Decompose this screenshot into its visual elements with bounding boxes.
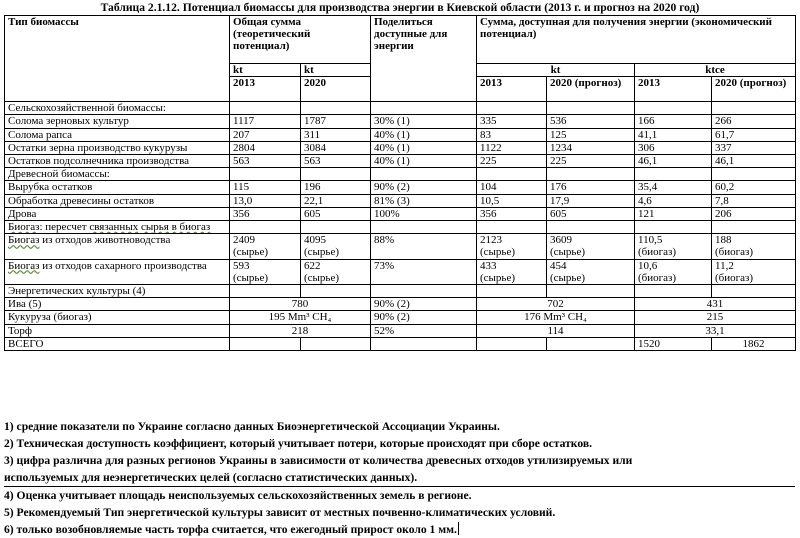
biomass-type-cell: Остатков подсолнечника производства [5,155,230,168]
ktce-2020-cell: 46,1 [712,155,796,168]
biomass-type-cell: Дрова [5,207,230,220]
table-row [5,311,796,324]
table-row [5,115,796,128]
ktce-2013-cell: 41,1 [635,128,712,141]
share-cell: 30% (1) [371,115,477,128]
empty-cell [301,102,371,115]
share-cell: 90% (2) [371,181,477,194]
section-energy: Энергетических культуры (4) [5,285,230,298]
total-row [5,337,796,350]
share-cell: 40% (1) [371,141,477,154]
ktce-2020-cell: 337 [712,141,796,154]
biomass-type-cell: Вырубка остатков [5,181,230,194]
table-row [5,194,796,207]
biomass-type-cell: Биогаз из отходов сахарного производства [5,259,230,284]
empty-cell [230,221,301,234]
header-available-kt: kt [477,64,635,77]
empty-cell [635,285,712,298]
ktce-cell: 431 [635,298,796,311]
footnote: 3) цифра различна для разных регионов Украины в зависимости от количества древесных отходов утилизируемых или [4,454,633,467]
header-share: Поделиться доступные для энергии [371,16,477,102]
total-2020-cell: 605 [301,207,371,220]
total-2020-cell: 563 [301,155,371,168]
empty-cell [301,168,371,181]
biomass-type-cell: Солома зерновых культур [5,115,230,128]
share-cell: 40% (1) [371,128,477,141]
empty-cell [230,102,301,115]
empty-cell [547,221,635,234]
empty-cell [547,168,635,181]
table-row [5,324,796,337]
table-row [5,141,796,154]
empty-cell [547,337,635,350]
biomass-type-cell: Торф [5,324,230,337]
header-available: Сумма, доступная для получения энергии (экономический потенциал) [477,16,796,64]
ktce-2020-cell: 11,2 (биогаз) [712,259,796,284]
total-2013-cell: 1117 [230,115,301,128]
footnotes [4,418,795,538]
kt-2013-cell: 1122 [477,141,547,154]
total-2013-cell: 563 [230,155,301,168]
empty-cell [371,102,477,115]
header-total: Общая сумма (теоретический потенциал) [230,16,371,64]
ktce-2013-cell: 10,6 (биогаз) [635,259,712,284]
footnote: 5) Рекомендуемый Тип энергетической культуры зависит от местных почвенно-климатических условий. [4,506,556,519]
total-cell: 195 Mm³ CH₄ [230,311,371,324]
section-row [5,168,796,181]
ktce-2020-cell: 188 (биогаз) [712,234,796,259]
empty-cell [301,337,371,350]
header-biomass-type: Тип биомассы [5,16,230,102]
kt-cell: 114 [477,324,635,337]
header-total-2013: 2013 [230,77,301,102]
total-2020-cell: 4095 (сырье) [301,234,371,259]
kt-2020-cell: 454 (сырье) [547,259,635,284]
section-biogas: Биогаз: пересчет связанных сырья в биогаз [5,221,230,234]
total-label-cell: ВСЕГО [5,337,230,350]
ktce-2013-cell: 166 [635,115,712,128]
ktce-2013-cell: 121 [635,207,712,220]
kt-2013-cell: 2123 (сырье) [477,234,547,259]
header-total-kt20: kt [301,64,371,77]
empty-cell [547,285,635,298]
biomass-type-cell: Остатки зерна производство кукурузы [5,141,230,154]
header-available-ktce: ktce [635,64,796,77]
biomass-type-cell: Биогаз из отходов животноводства [5,234,230,259]
kt-2020-cell: 605 [547,207,635,220]
table-row [5,128,796,141]
empty-cell [712,168,796,181]
empty-cell [712,285,796,298]
kt-2013-cell: 83 [477,128,547,141]
empty-cell [712,102,796,115]
share-cell: 100% [371,207,477,220]
empty-cell [477,168,547,181]
ktce-2020-cell: 266 [712,115,796,128]
total-2020-cell: 1787 [301,115,371,128]
kt-cell: 176 Mm³ CH₄ [477,311,635,324]
empty-cell [230,168,301,181]
section-row [5,221,796,234]
footnote: используемых для неэнергетических целей (согласно статистических данных). [4,469,795,487]
kt-cell: 702 [477,298,635,311]
kt-2020-cell: 176 [547,181,635,194]
header-total-kt13: kt [230,64,301,77]
text-cursor [458,522,459,535]
kt-2020-cell: 225 [547,155,635,168]
table-title: Таблица 2.1.12. Потенциал биомассы для производства энергии в Киевской области (2013 г. и прогноз на 2020 год) [100,1,700,14]
total-2013-cell: 13,0 [230,194,301,207]
biomass-type-cell: Солома рапса [5,128,230,141]
header-total-2020: 2020 [301,77,371,102]
ktce-2013-cell: 46,1 [635,155,712,168]
empty-cell [371,337,477,350]
kt-2013-cell: 10,5 [477,194,547,207]
share-cell: 90% (2) [371,311,477,324]
total-2013-cell: 2804 [230,141,301,154]
share-cell: 90% (2) [371,298,477,311]
total-2020-cell: 22,1 [301,194,371,207]
ktce-2020-cell: 7,8 [712,194,796,207]
total-ktce-2013-cell: 1520 [635,337,712,350]
empty-cell [230,285,301,298]
total-2013-cell: 593 (сырье) [230,259,301,284]
empty-cell [301,221,371,234]
kt-2013-cell: 225 [477,155,547,168]
empty-cell [371,285,477,298]
header-kt-2013: 2013 [477,77,547,102]
empty-cell [635,221,712,234]
ktce-2013-cell: 4,6 [635,194,712,207]
section-agri: Сельскохозяйственной биомассы: [5,102,230,115]
share-cell: 40% (1) [371,155,477,168]
kt-2013-cell: 433 (сырье) [477,259,547,284]
total-2013-cell: 356 [230,207,301,220]
table-row [5,207,796,220]
section-wood: Древесной биомассы: [5,168,230,181]
kt-2020-cell: 536 [547,115,635,128]
empty-cell [712,221,796,234]
share-cell: 81% (3) [371,194,477,207]
ktce-2020-cell: 61,7 [712,128,796,141]
kt-2020-cell: 125 [547,128,635,141]
table-row [5,298,796,311]
total-2013-cell: 115 [230,181,301,194]
empty-cell [477,221,547,234]
ktce-cell: 215 [635,311,796,324]
ktce-2013-cell: 110,5 (биогаз) [635,234,712,259]
total-cell: 780 [230,298,371,311]
total-cell: 218 [230,324,371,337]
total-2020-cell: 311 [301,128,371,141]
empty-cell [635,102,712,115]
empty-cell [230,337,301,350]
total-2013-cell: 207 [230,128,301,141]
footnote: 2) Техническая доступность коэффициент, который учитывает потери, которые происходят при сборе остатков. [4,437,593,450]
footnote: 4) Оценка учитывает площадь неиспользуемых сельскохозяйственных земель в регионе. [4,489,472,502]
header-kt-2020: 2020 (прогноз) [547,77,635,102]
total-2020-cell: 3084 [301,141,371,154]
ktce-2013-cell: 306 [635,141,712,154]
empty-cell [371,168,477,181]
ktce-2020-cell: 206 [712,207,796,220]
table-row [5,181,796,194]
footnote: 6) только возобновляемые часть торфа считается, что ежегодный прирост около 1 мм. [4,523,457,536]
share-cell: 73% [371,259,477,284]
biomass-type-cell: Кукуруза (биогаз) [5,311,230,324]
empty-cell [477,337,547,350]
empty-cell [635,168,712,181]
total-2020-cell: 196 [301,181,371,194]
empty-cell [371,221,477,234]
table-row [5,259,796,284]
empty-cell [477,102,547,115]
empty-cell [477,285,547,298]
kt-2020-cell: 17,9 [547,194,635,207]
ktce-2013-cell: 35,4 [635,181,712,194]
empty-cell [547,102,635,115]
biomass-type-cell: Ива (5) [5,298,230,311]
header-ktce-2013: 2013 [635,77,712,102]
share-cell: 88% [371,234,477,259]
ktce-2020-cell: 60,2 [712,181,796,194]
biomass-potential-table [4,15,796,351]
empty-cell [301,285,371,298]
section-row [5,285,796,298]
kt-2013-cell: 104 [477,181,547,194]
kt-2013-cell: 356 [477,207,547,220]
header-ktce-2020: 2020 (прогноз) [712,77,796,102]
footnote: 1) средние показатели по Украине согласно данных Биоэнергетической Ассоциации Украины. [4,420,500,433]
section-row [5,102,796,115]
total-ktce-2020-cell: 1862 [712,337,796,350]
kt-2013-cell: 335 [477,115,547,128]
total-2013-cell: 2409 (сырье) [230,234,301,259]
table-row [5,155,796,168]
share-cell: 52% [371,324,477,337]
ktce-cell: 33,1 [635,324,796,337]
kt-2020-cell: 1234 [547,141,635,154]
table-row [5,234,796,259]
kt-2020-cell: 3609 (сырье) [547,234,635,259]
biomass-type-cell: Обработка древесины остатков [5,194,230,207]
total-2020-cell: 622 (сырье) [301,259,371,284]
